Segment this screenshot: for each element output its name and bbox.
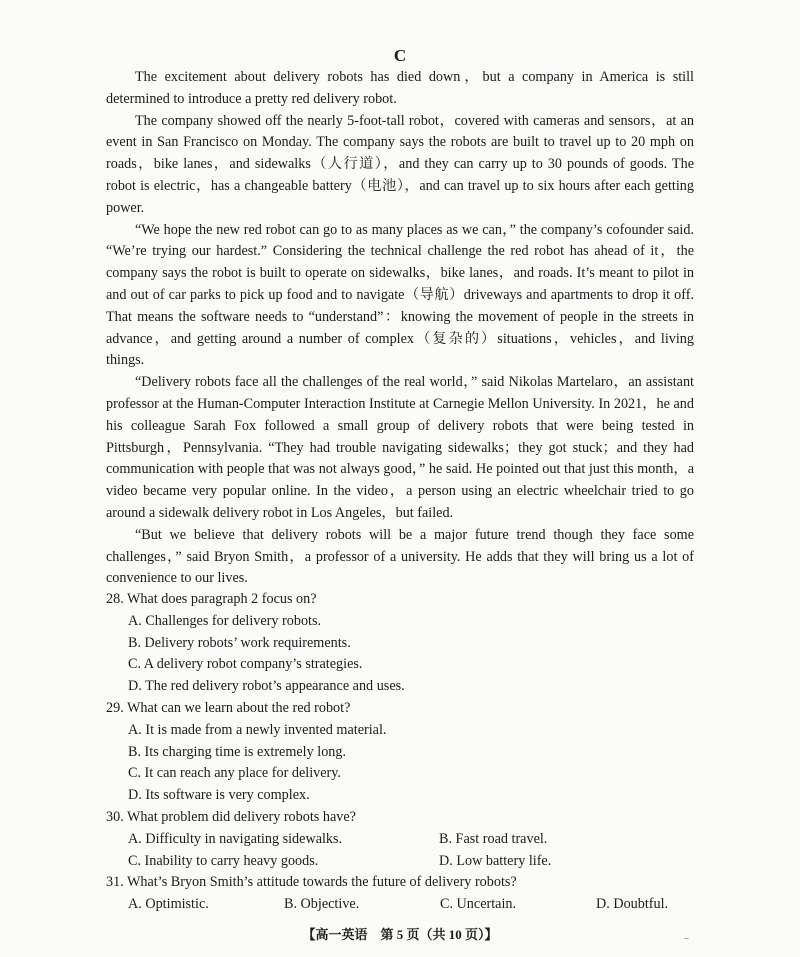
question-31 [106, 872, 694, 916]
option-28-a: A. Challenges for delivery robots. [128, 612, 322, 629]
question-30-stem: 30. What problem did delivery robots have? [106, 808, 356, 825]
option-28-c: C. A delivery robot company’s strategies. [128, 656, 363, 673]
option-31-d: D. Doubtful. [596, 896, 669, 913]
page-footer: 【高一英语 第 5 页（共 10 页）】 [302, 927, 498, 942]
paragraph-4: “Delivery robots face all the challenges of the real world，” said Nikolas Martelaro，an assistant professor at the Human-Computer Interaction Institute at Carnegie Mellon University. In 2021，he and his colleague Sarah Fox followed a small group of delivery robots that were being tested in Pittsburgh，Pennsylvania. “They had trouble navigating sidewalks；they got stuck；and they had communication with people that was not always good，” he said. He pointed out that just this month，a video became very popular online. In the video，a person using an electric wheelchair tried to go around a sidewalk delivery robot in Los Angeles，but failed. [106, 374, 694, 521]
paragraph-3: “We hope the new red robot can go to as many places as we can，” the company’s cofounder said. “We’re trying our hardest.” Considering the technical challenge the red robot has ahead of it，the company says the robot is built to operate on sidewalks，bike lanes，and roads. It’s meant to pilot in and out of car parks to pick up food and to navigate（导航）driveways and apartments to drop it off. That means the software needs to “understand”：knowing the movement of people in the streets in advance，and getting around a number of complex（复杂的）situations，vehicles，and living things. [106, 221, 694, 369]
question-31-stem: 31. What’s Bryon Smith’s attitude towards the future of delivery robots? [106, 874, 517, 891]
option-31-a: A. Optimistic. [128, 896, 209, 913]
option-28-b: B. Delivery robots’ work requirements. [128, 634, 351, 651]
option-30-b: B. Fast road travel. [439, 830, 548, 847]
option-29-b: B. Its charging time is extremely long. [128, 743, 347, 760]
option-30-d: D. Low battery life. [439, 852, 552, 869]
question-31-options-row [106, 894, 694, 916]
question-29 [106, 698, 694, 807]
question-29-options [106, 720, 694, 807]
corner-mark: – [684, 933, 689, 943]
option-28-d: D. The red delivery robot’s appearance and uses. [128, 678, 405, 695]
option-29-c: C. It can reach any place for delivery. [128, 765, 341, 782]
option-30-c: C. Inability to carry heavy goods. [128, 852, 319, 869]
question-28-stem: 28. What does paragraph 2 focus on? [106, 591, 317, 607]
question-28-options [106, 611, 694, 698]
questions-section [106, 589, 694, 916]
question-30 [106, 807, 694, 872]
paragraph-2: The company showed off the nearly 5-foot-tall robot，covered with cameras and sensors，at an event in San Francisco on Monday. The company says the robots are built to travel up to 20 mph on roads，bike lanes，and sidewalks（人行道），and they can carry up to 30 pounds of goods. The robot is electric，has a changeable battery（电池），and can travel up to six hours after each getting power. [106, 112, 694, 216]
question-30-options-row-2 [106, 851, 694, 873]
question-29-stem: 29. What can we learn about the red robot? [106, 699, 351, 716]
option-31-b: B. Objective. [284, 896, 360, 913]
paragraph-5: “But we believe that delivery robots will be a major future trend though they face some challenges，” said Bryon Smith，a professor of a university. He adds that they will bring us a lot of convenience to our lives. [106, 526, 694, 587]
option-30-a: A. Difficulty in navigating sidewalks. [128, 830, 343, 847]
option-31-c: C. Uncertain. [440, 896, 517, 913]
question-30-options-row-1 [106, 829, 694, 851]
paragraph-1: The excitement about delivery robots has died down，but a company in America is still determined to introduce a pretty red delivery robot. [106, 69, 694, 107]
option-29-d: D. Its software is very complex. [128, 787, 310, 804]
reading-passage [106, 67, 694, 590]
section-heading: C [393, 46, 407, 65]
option-29-a: A. It is made from a newly invented material. [128, 721, 387, 738]
question-28 [106, 589, 694, 698]
